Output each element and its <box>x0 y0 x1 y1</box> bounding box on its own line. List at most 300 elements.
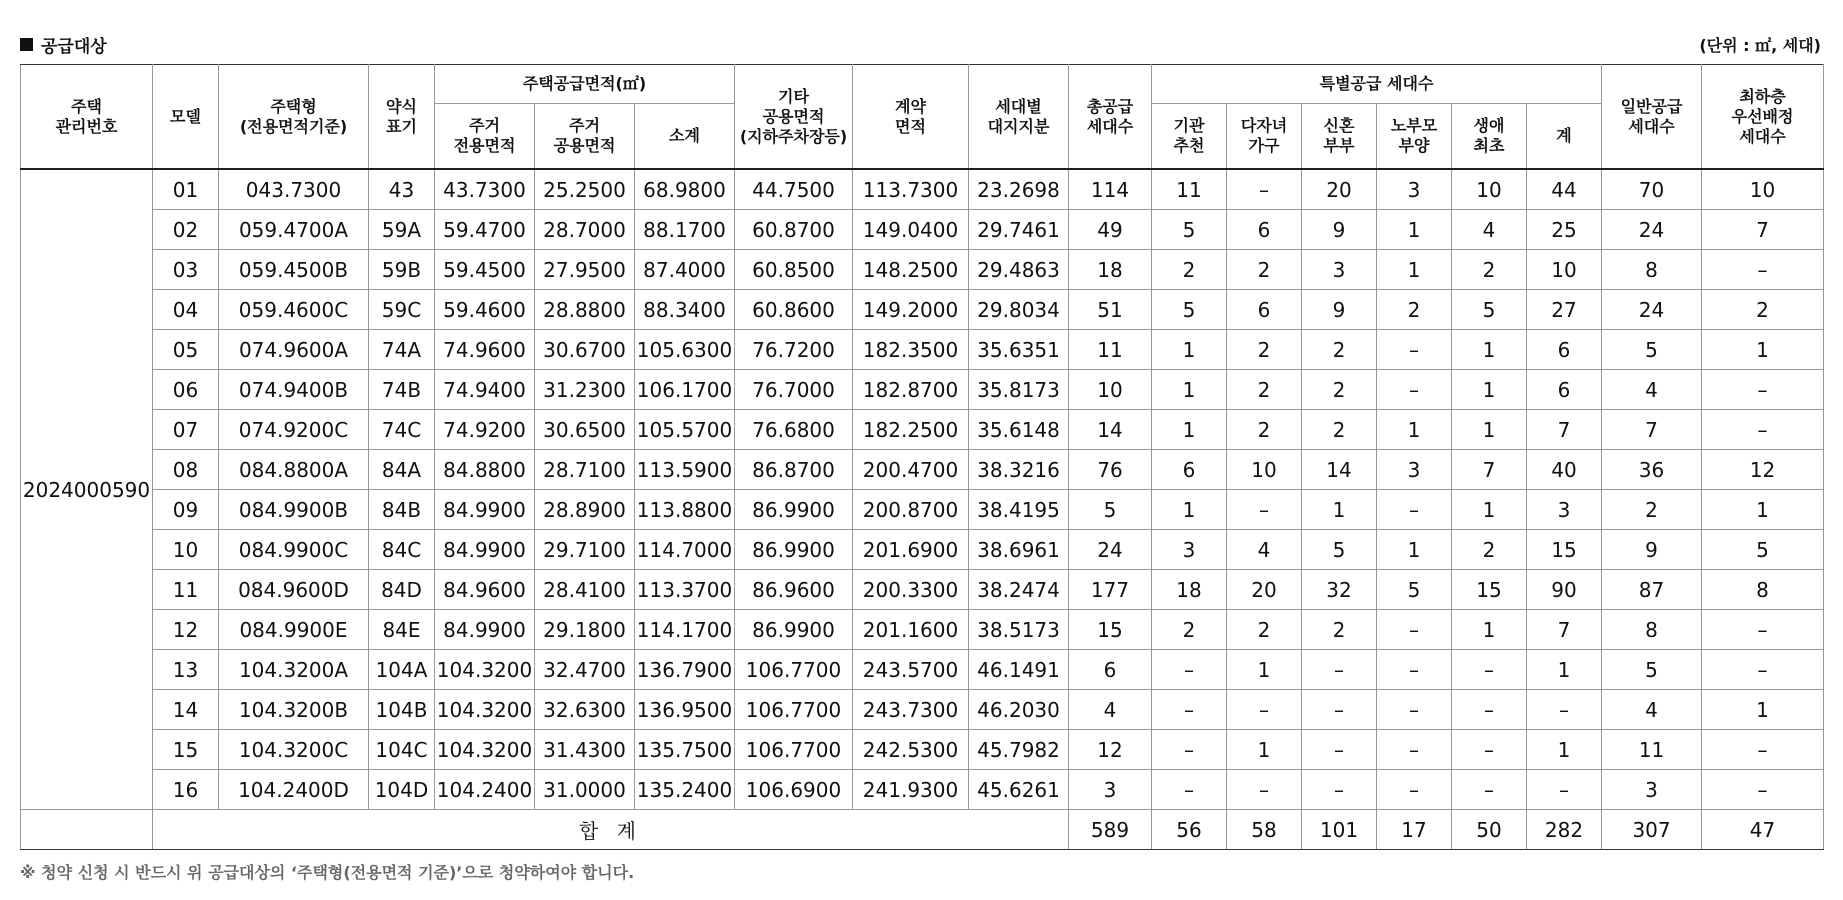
cell-institution: – <box>1152 690 1227 730</box>
cell-exclusive-area: 59.4500 <box>435 250 535 290</box>
cell-abbr: 84C <box>369 530 435 570</box>
cell-newlywed: 9 <box>1302 210 1377 250</box>
total-institution: 56 <box>1152 810 1227 850</box>
cell-model: 01 <box>153 169 219 210</box>
cell-elderly-parent: – <box>1377 610 1452 650</box>
col-model: 모델 <box>153 65 219 170</box>
total-total-supply: 589 <box>1069 810 1152 850</box>
cell-model: 05 <box>153 330 219 370</box>
cell-first-life: – <box>1452 770 1527 810</box>
table-row <box>21 450 1824 490</box>
cell-first-life: 1 <box>1452 370 1527 410</box>
cell-total-supply: 3 <box>1069 770 1152 810</box>
cell-lowest-floor: 8 <box>1702 570 1824 610</box>
col-subtotal: 소계 <box>635 104 735 170</box>
table-row <box>21 410 1824 450</box>
cell-special-sum: 1 <box>1527 730 1602 770</box>
cell-other-common-area: 106.6900 <box>735 770 853 810</box>
cell-total-supply: 114 <box>1069 169 1152 210</box>
cell-housing-type: 059.4600C <box>219 290 369 330</box>
col-common-area: 주거 공용면적 <box>535 104 635 170</box>
cell-total-supply: 14 <box>1069 410 1152 450</box>
cell-abbr: 74C <box>369 410 435 450</box>
cell-common-area: 30.6500 <box>535 410 635 450</box>
cell-model: 03 <box>153 250 219 290</box>
cell-exclusive-area: 43.7300 <box>435 169 535 210</box>
cell-model: 06 <box>153 370 219 410</box>
cell-general-supply: 7 <box>1602 410 1702 450</box>
cell-other-common-area: 86.9600 <box>735 570 853 610</box>
cell-total-supply: 11 <box>1069 330 1152 370</box>
cell-multi-child: 4 <box>1227 530 1302 570</box>
cell-exclusive-area: 104.3200 <box>435 730 535 770</box>
cell-land-share: 46.1491 <box>969 650 1069 690</box>
cell-land-share: 29.8034 <box>969 290 1069 330</box>
cell-institution: 1 <box>1152 370 1227 410</box>
cell-first-life: 7 <box>1452 450 1527 490</box>
cell-exclusive-area: 59.4700 <box>435 210 535 250</box>
cell-lowest-floor: – <box>1702 370 1824 410</box>
cell-elderly-parent: – <box>1377 490 1452 530</box>
cell-multi-child: 2 <box>1227 370 1302 410</box>
cell-subtotal: 136.7900 <box>635 650 735 690</box>
cell-multi-child: 6 <box>1227 210 1302 250</box>
cell-land-share: 35.6351 <box>969 330 1069 370</box>
cell-elderly-parent: – <box>1377 370 1452 410</box>
cell-newlywed: – <box>1302 770 1377 810</box>
cell-institution: – <box>1152 730 1227 770</box>
cell-institution: 1 <box>1152 330 1227 370</box>
cell-lowest-floor: 2 <box>1702 290 1824 330</box>
cell-special-sum: 7 <box>1527 410 1602 450</box>
cell-land-share: 35.6148 <box>969 410 1069 450</box>
cell-land-share: 38.5173 <box>969 610 1069 650</box>
cell-general-supply: 9 <box>1602 530 1702 570</box>
cell-subtotal: 105.5700 <box>635 410 735 450</box>
cell-land-share: 45.7982 <box>969 730 1069 770</box>
cell-common-area: 31.0000 <box>535 770 635 810</box>
table-row <box>21 290 1824 330</box>
cell-subtotal: 88.1700 <box>635 210 735 250</box>
cell-lowest-floor: 1 <box>1702 690 1824 730</box>
cell-lowest-floor: – <box>1702 770 1824 810</box>
total-general-supply: 307 <box>1602 810 1702 850</box>
cell-lowest-floor: 12 <box>1702 450 1824 490</box>
cell-institution: 1 <box>1152 410 1227 450</box>
cell-total-supply: 24 <box>1069 530 1152 570</box>
cell-exclusive-area: 104.2400 <box>435 770 535 810</box>
cell-contract-area: 200.8700 <box>853 490 969 530</box>
table-row <box>21 530 1824 570</box>
table-row <box>21 770 1824 810</box>
cell-model: 16 <box>153 770 219 810</box>
cell-first-life: – <box>1452 650 1527 690</box>
cell-land-share: 38.2474 <box>969 570 1069 610</box>
cell-other-common-area: 76.7000 <box>735 370 853 410</box>
cell-general-supply: 24 <box>1602 210 1702 250</box>
cell-subtotal: 113.8800 <box>635 490 735 530</box>
cell-abbr: 84E <box>369 610 435 650</box>
cell-multi-child: – <box>1227 490 1302 530</box>
table-row <box>21 370 1824 410</box>
cell-subtotal: 136.9500 <box>635 690 735 730</box>
cell-first-life: 1 <box>1452 330 1527 370</box>
cell-newlywed: 1 <box>1302 490 1377 530</box>
cell-exclusive-area: 74.9400 <box>435 370 535 410</box>
cell-subtotal: 88.3400 <box>635 290 735 330</box>
cell-institution: – <box>1152 650 1227 690</box>
table-row <box>21 250 1824 290</box>
cell-first-life: 15 <box>1452 570 1527 610</box>
cell-lowest-floor: – <box>1702 610 1824 650</box>
cell-general-supply: 3 <box>1602 770 1702 810</box>
cell-multi-child: 2 <box>1227 250 1302 290</box>
cell-elderly-parent: 1 <box>1377 530 1452 570</box>
cell-elderly-parent: 5 <box>1377 570 1452 610</box>
cell-model: 04 <box>153 290 219 330</box>
cell-land-share: 38.4195 <box>969 490 1069 530</box>
cell-other-common-area: 106.7700 <box>735 650 853 690</box>
col-abbr: 약식 표기 <box>369 65 435 170</box>
col-multi-child: 다자녀 가구 <box>1227 104 1302 170</box>
cell-contract-area: 149.2000 <box>853 290 969 330</box>
cell-newlywed: 20 <box>1302 169 1377 210</box>
total-newlywed: 101 <box>1302 810 1377 850</box>
cell-multi-child: – <box>1227 169 1302 210</box>
cell-lowest-floor: 10 <box>1702 169 1824 210</box>
cell-elderly-parent: – <box>1377 650 1452 690</box>
cell-land-share: 29.4863 <box>969 250 1069 290</box>
cell-newlywed: 32 <box>1302 570 1377 610</box>
total-multi-child: 58 <box>1227 810 1302 850</box>
cell-subtotal: 105.6300 <box>635 330 735 370</box>
cell-exclusive-area: 84.9900 <box>435 530 535 570</box>
col-total-supply: 총공급 세대수 <box>1069 65 1152 170</box>
cell-housing-mgmt-no: 2024000590 <box>21 169 153 810</box>
section-header <box>20 32 1823 56</box>
cell-abbr: 59B <box>369 250 435 290</box>
cell-multi-child: – <box>1227 770 1302 810</box>
cell-housing-type: 104.3200B <box>219 690 369 730</box>
cell-common-area: 28.8800 <box>535 290 635 330</box>
cell-newlywed: 2 <box>1302 410 1377 450</box>
cell-first-life: – <box>1452 730 1527 770</box>
cell-newlywed: 2 <box>1302 610 1377 650</box>
cell-elderly-parent: 1 <box>1377 410 1452 450</box>
col-housing-mgmt-no: 주택 관리번호 <box>21 65 153 170</box>
cell-elderly-parent: 3 <box>1377 450 1452 490</box>
cell-contract-area: 200.4700 <box>853 450 969 490</box>
cell-institution: 3 <box>1152 530 1227 570</box>
col-contract-area: 계약 면적 <box>853 65 969 170</box>
cell-general-supply: 8 <box>1602 250 1702 290</box>
cell-first-life: 10 <box>1452 169 1527 210</box>
cell-special-sum: 25 <box>1527 210 1602 250</box>
cell-exclusive-area: 104.3200 <box>435 690 535 730</box>
cell-exclusive-area: 74.9200 <box>435 410 535 450</box>
cell-subtotal: 113.3700 <box>635 570 735 610</box>
cell-other-common-area: 86.8700 <box>735 450 853 490</box>
cell-other-common-area: 76.7200 <box>735 330 853 370</box>
cell-elderly-parent: 2 <box>1377 290 1452 330</box>
cell-housing-type: 104.2400D <box>219 770 369 810</box>
cell-land-share: 46.2030 <box>969 690 1069 730</box>
table-row <box>21 690 1824 730</box>
cell-multi-child: 10 <box>1227 450 1302 490</box>
cell-contract-area: 200.3300 <box>853 570 969 610</box>
cell-multi-child: 1 <box>1227 730 1302 770</box>
cell-multi-child: 2 <box>1227 610 1302 650</box>
col-elderly-parent: 노부모 부양 <box>1377 104 1452 170</box>
cell-land-share: 29.7461 <box>969 210 1069 250</box>
cell-model: 10 <box>153 530 219 570</box>
col-special-sum: 계 <box>1527 104 1602 170</box>
cell-total-supply: 18 <box>1069 250 1152 290</box>
cell-institution: 6 <box>1152 450 1227 490</box>
cell-lowest-floor: 1 <box>1702 330 1824 370</box>
cell-contract-area: 148.2500 <box>853 250 969 290</box>
cell-newlywed: 14 <box>1302 450 1377 490</box>
total-special-sum: 282 <box>1527 810 1602 850</box>
cell-newlywed: 5 <box>1302 530 1377 570</box>
cell-elderly-parent: 3 <box>1377 169 1452 210</box>
supply-target-section <box>20 32 1823 883</box>
cell-institution: 2 <box>1152 610 1227 650</box>
cell-general-supply: 8 <box>1602 610 1702 650</box>
cell-lowest-floor: – <box>1702 410 1824 450</box>
cell-total-supply: 49 <box>1069 210 1152 250</box>
cell-housing-type: 084.9600D <box>219 570 369 610</box>
cell-common-area: 31.2300 <box>535 370 635 410</box>
cell-special-sum: 6 <box>1527 330 1602 370</box>
cell-housing-type: 084.8800A <box>219 450 369 490</box>
cell-abbr: 59A <box>369 210 435 250</box>
cell-general-supply: 11 <box>1602 730 1702 770</box>
cell-general-supply: 36 <box>1602 450 1702 490</box>
col-lowest-floor: 최하층 우선배정 세대수 <box>1702 65 1824 170</box>
col-institution: 기관 추천 <box>1152 104 1227 170</box>
table-body <box>21 169 1824 850</box>
cell-institution: 5 <box>1152 210 1227 250</box>
cell-contract-area: 242.5300 <box>853 730 969 770</box>
cell-abbr: 84B <box>369 490 435 530</box>
cell-institution: 11 <box>1152 169 1227 210</box>
cell-common-area: 29.7100 <box>535 530 635 570</box>
cell-abbr: 84A <box>369 450 435 490</box>
cell-general-supply: 87 <box>1602 570 1702 610</box>
cell-other-common-area: 106.7700 <box>735 690 853 730</box>
cell-first-life: 2 <box>1452 530 1527 570</box>
cell-elderly-parent: 1 <box>1377 210 1452 250</box>
cell-first-life: – <box>1452 690 1527 730</box>
cell-subtotal: 113.5900 <box>635 450 735 490</box>
cell-housing-type: 074.9400B <box>219 370 369 410</box>
cell-newlywed: 9 <box>1302 290 1377 330</box>
cell-abbr: 104B <box>369 690 435 730</box>
cell-newlywed: 2 <box>1302 370 1377 410</box>
cell-institution: – <box>1152 770 1227 810</box>
cell-common-area: 32.4700 <box>535 650 635 690</box>
cell-housing-type: 043.7300 <box>219 169 369 210</box>
cell-special-sum: 1 <box>1527 650 1602 690</box>
cell-exclusive-area: 84.9600 <box>435 570 535 610</box>
cell-housing-type: 074.9200C <box>219 410 369 450</box>
total-elderly-parent: 17 <box>1377 810 1452 850</box>
cell-housing-type: 084.9900E <box>219 610 369 650</box>
cell-total-supply: 177 <box>1069 570 1152 610</box>
cell-common-area: 31.4300 <box>535 730 635 770</box>
total-lowest-floor: 47 <box>1702 810 1824 850</box>
col-housing-type: 주택형 (전용면적기준) <box>219 65 369 170</box>
cell-housing-type: 104.3200A <box>219 650 369 690</box>
table-row <box>21 210 1824 250</box>
cell-total-supply: 15 <box>1069 610 1152 650</box>
cell-first-life: 5 <box>1452 290 1527 330</box>
cell-contract-area: 201.1600 <box>853 610 969 650</box>
cell-lowest-floor: – <box>1702 730 1824 770</box>
cell-subtotal: 114.1700 <box>635 610 735 650</box>
table-row <box>21 330 1824 370</box>
cell-elderly-parent: – <box>1377 770 1452 810</box>
cell-special-sum: 90 <box>1527 570 1602 610</box>
cell-model: 15 <box>153 730 219 770</box>
cell-contract-area: 149.0400 <box>853 210 969 250</box>
cell-common-area: 28.7100 <box>535 450 635 490</box>
cell-multi-child: 1 <box>1227 650 1302 690</box>
cell-general-supply: 4 <box>1602 370 1702 410</box>
totals-label: 합 계 <box>153 810 1069 850</box>
cell-housing-type: 074.9600A <box>219 330 369 370</box>
section-title <box>20 32 107 57</box>
cell-other-common-area: 86.9900 <box>735 610 853 650</box>
col-exclusive-area: 주거 전용면적 <box>435 104 535 170</box>
cell-institution: 5 <box>1152 290 1227 330</box>
cell-total-supply: 76 <box>1069 450 1152 490</box>
cell-land-share: 45.6261 <box>969 770 1069 810</box>
cell-newlywed: – <box>1302 650 1377 690</box>
table-row <box>21 490 1824 530</box>
cell-exclusive-area: 59.4600 <box>435 290 535 330</box>
cell-common-area: 28.8900 <box>535 490 635 530</box>
cell-multi-child: 6 <box>1227 290 1302 330</box>
cell-abbr: 104A <box>369 650 435 690</box>
cell-housing-type: 104.3200C <box>219 730 369 770</box>
cell-land-share: 38.6961 <box>969 530 1069 570</box>
cell-institution: 1 <box>1152 490 1227 530</box>
cell-exclusive-area: 84.9900 <box>435 610 535 650</box>
cell-exclusive-area: 84.8800 <box>435 450 535 490</box>
cell-special-sum: 3 <box>1527 490 1602 530</box>
cell-newlywed: 3 <box>1302 250 1377 290</box>
cell-first-life: 2 <box>1452 250 1527 290</box>
cell-special-sum: 27 <box>1527 290 1602 330</box>
cell-contract-area: 182.8700 <box>853 370 969 410</box>
table-header <box>21 65 1824 170</box>
cell-abbr: 74B <box>369 370 435 410</box>
cell-land-share: 38.3216 <box>969 450 1069 490</box>
cell-contract-area: 241.9300 <box>853 770 969 810</box>
cell-contract-area: 243.5700 <box>853 650 969 690</box>
cell-first-life: 1 <box>1452 610 1527 650</box>
cell-total-supply: 5 <box>1069 490 1152 530</box>
cell-other-common-area: 106.7700 <box>735 730 853 770</box>
cell-elderly-parent: – <box>1377 690 1452 730</box>
cell-housing-type: 084.9900B <box>219 490 369 530</box>
cell-elderly-parent: – <box>1377 730 1452 770</box>
table-row <box>21 610 1824 650</box>
cell-general-supply: 5 <box>1602 330 1702 370</box>
cell-special-sum: 6 <box>1527 370 1602 410</box>
totals-row <box>21 810 1824 850</box>
cell-abbr: 84D <box>369 570 435 610</box>
cell-institution: 2 <box>1152 250 1227 290</box>
cell-housing-type: 059.4700A <box>219 210 369 250</box>
cell-general-supply: 4 <box>1602 690 1702 730</box>
cell-other-common-area: 86.9900 <box>735 530 853 570</box>
cell-general-supply: 70 <box>1602 169 1702 210</box>
cell-abbr: 74A <box>369 330 435 370</box>
cell-special-sum: 15 <box>1527 530 1602 570</box>
cell-model: 11 <box>153 570 219 610</box>
table-row <box>21 650 1824 690</box>
cell-other-common-area: 86.9900 <box>735 490 853 530</box>
cell-housing-type: 084.9900C <box>219 530 369 570</box>
cell-contract-area: 182.3500 <box>853 330 969 370</box>
cell-total-supply: 10 <box>1069 370 1152 410</box>
cell-subtotal: 135.7500 <box>635 730 735 770</box>
cell-empty <box>21 810 153 850</box>
cell-multi-child: 2 <box>1227 410 1302 450</box>
cell-newlywed: – <box>1302 690 1377 730</box>
col-first-life: 생애 최초 <box>1452 104 1527 170</box>
cell-special-sum: 10 <box>1527 250 1602 290</box>
total-first-life: 50 <box>1452 810 1527 850</box>
cell-abbr: 104C <box>369 730 435 770</box>
col-other-common-area: 기타 공용면적 (지하주차장등) <box>735 65 853 170</box>
cell-other-common-area: 60.8500 <box>735 250 853 290</box>
cell-multi-child: – <box>1227 690 1302 730</box>
cell-model: 14 <box>153 690 219 730</box>
cell-common-area: 29.1800 <box>535 610 635 650</box>
cell-model: 07 <box>153 410 219 450</box>
cell-multi-child: 20 <box>1227 570 1302 610</box>
cell-exclusive-area: 74.9600 <box>435 330 535 370</box>
cell-contract-area: 113.7300 <box>853 169 969 210</box>
col-general-supply: 일반공급 세대수 <box>1602 65 1702 170</box>
cell-common-area: 27.9500 <box>535 250 635 290</box>
cell-subtotal: 106.1700 <box>635 370 735 410</box>
cell-common-area: 28.4100 <box>535 570 635 610</box>
cell-first-life: 1 <box>1452 410 1527 450</box>
cell-special-sum: – <box>1527 770 1602 810</box>
table-row <box>21 570 1824 610</box>
table-row <box>21 730 1824 770</box>
cell-subtotal: 135.2400 <box>635 770 735 810</box>
cell-first-life: 1 <box>1452 490 1527 530</box>
cell-common-area: 30.6700 <box>535 330 635 370</box>
col-group-supply-area: 주택공급면적(㎡) <box>435 65 735 104</box>
cell-general-supply: 2 <box>1602 490 1702 530</box>
unit-label: (단위 : ㎡, 세대) <box>1699 35 1821 55</box>
cell-exclusive-area: 104.3200 <box>435 650 535 690</box>
cell-first-life: 4 <box>1452 210 1527 250</box>
cell-housing-type: 059.4500B <box>219 250 369 290</box>
cell-land-share: 23.2698 <box>969 169 1069 210</box>
square-bullet-icon <box>20 38 33 51</box>
cell-abbr: 43 <box>369 169 435 210</box>
cell-abbr: 59C <box>369 290 435 330</box>
cell-model: 09 <box>153 490 219 530</box>
